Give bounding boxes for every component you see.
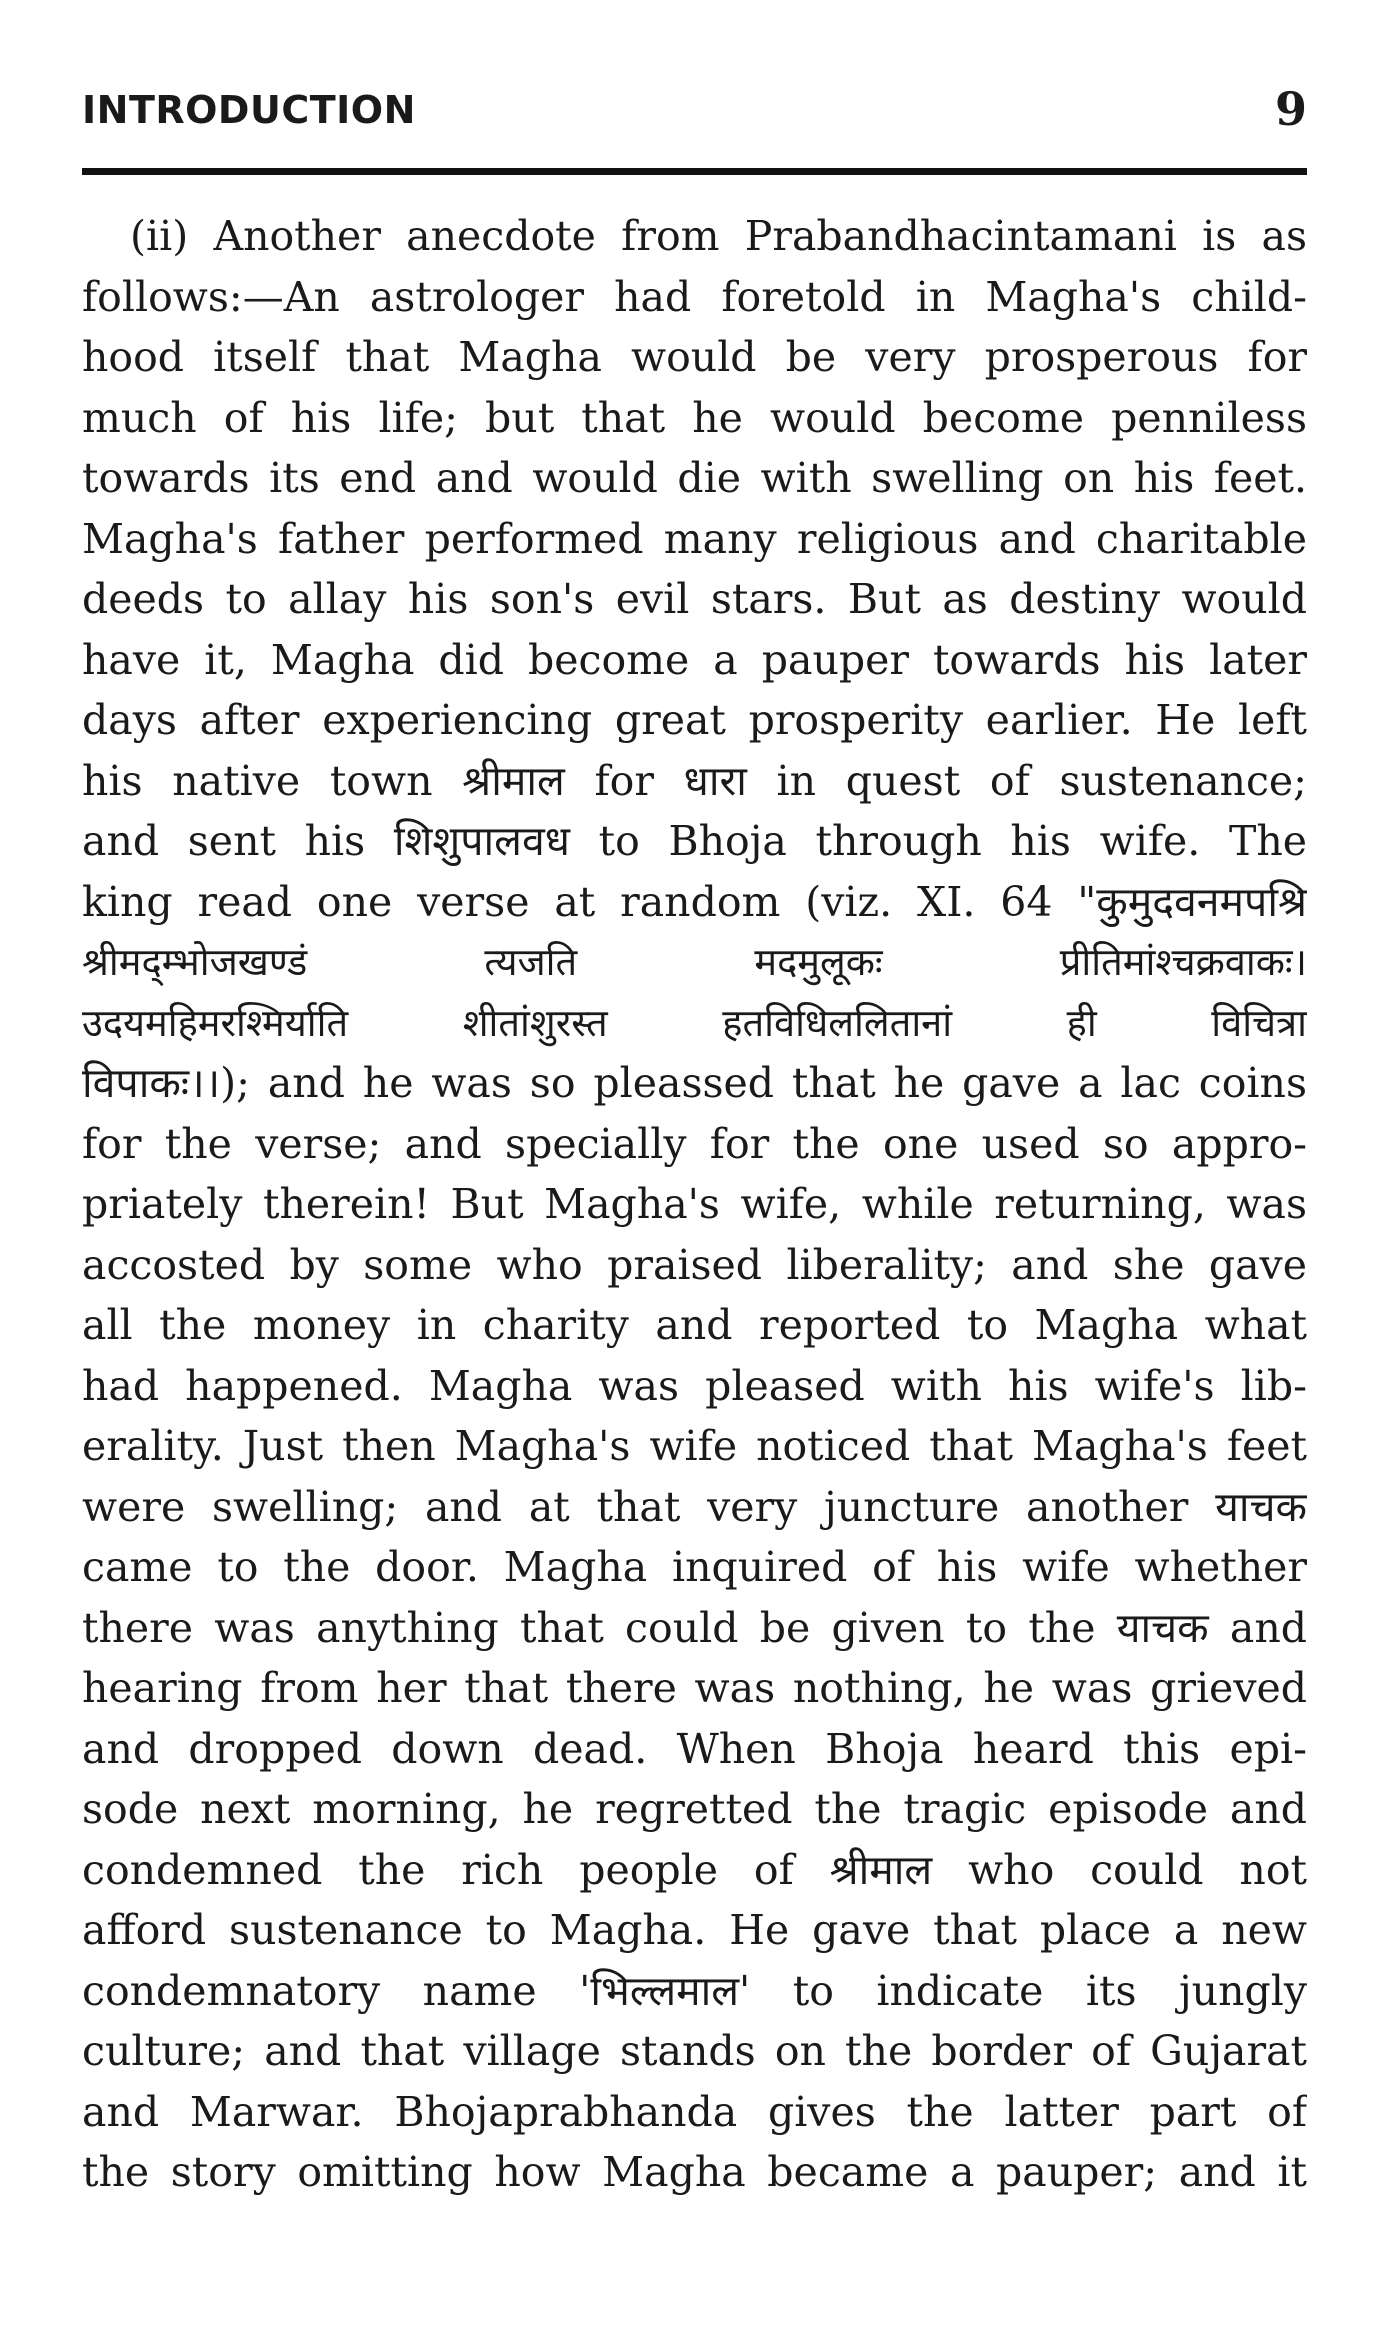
text-line: condemnatory name 'भिल्लमाल' to indicate its jungly [82, 1966, 1307, 2015]
text-line: came to the door. Magha inquired of his wife whether [82, 1543, 1307, 1591]
text-line: priately therein! But Magha's wife, while returning, was [82, 1180, 1307, 1228]
text-line: all the money in charity and reported to Magha what [82, 1301, 1307, 1349]
running-head [82, 82, 1307, 148]
sanskrit-verse-line: श्रीमद्म्भोजखण्डं त्यजति मदमुलूकः प्रीतिमांश्चक्रवाकः। [82, 940, 1307, 984]
text-line: his native town श्रीमाल for धारा in quest of sustenance; [82, 756, 1307, 805]
text-line: hearing from her that there was nothing, he was grieved [82, 1664, 1307, 1712]
text-line: afford sustenance to Magha. He gave that place a new [82, 1906, 1307, 1954]
sanskrit-verse-line: उदयमहिमरश्मिर्याति शीतांशुरस्त हतविधिललितानां ही विचित्रा [82, 1000, 1307, 1045]
text-line: culture; and that village stands on the border of Gujarat [82, 2027, 1307, 2075]
text-line: hood itself that Magha would be very prosperous for [82, 333, 1307, 381]
text-line: विपाकः।।); and he was so pleassed that he gave a lac coins [82, 1059, 1307, 1107]
text-line: sode next morning, he regretted the tragic episode and [82, 1785, 1307, 1833]
text-line: days after experiencing great prosperity earlier. He left [82, 696, 1307, 744]
text-line: (ii) Another anecdote from Prabandhacintamani is as [130, 212, 1307, 260]
text-line: condemned the rich people of श्रीमाल who could not [82, 1845, 1307, 1894]
text-line: and sent his शिशुपालवध to Bhoja through his wife. The [82, 817, 1307, 865]
page-number: 9 [1274, 82, 1307, 136]
text-line: much of his life; but that he would become penniless [82, 393, 1307, 442]
section-title: INTRODUCTION [82, 88, 416, 132]
text-line: have it, Magha did become a pauper towards his later [82, 635, 1307, 684]
text-line: king read one verse at random (viz. XI. 64 "कुमुदवनमपश्रि [82, 877, 1307, 926]
text-line: accosted by some who praised liberality; and she gave [82, 1240, 1307, 1289]
text-line: Magha's father performed many religious and charitable [82, 514, 1307, 563]
text-line: the story omitting how Magha became a pauper; and it [82, 2148, 1307, 2196]
header-rule [82, 168, 1307, 175]
text-line: towards its end and would die with swelling on his feet. [82, 454, 1307, 502]
text-line: erality. Just then Magha's wife noticed that Magha's feet [82, 1422, 1307, 1470]
text-line: and dropped down dead. When Bhoja heard this epi- [82, 1724, 1307, 1773]
text-line: there was anything that could be given to the याचक and [82, 1603, 1307, 1652]
body-paragraph [82, 206, 1307, 2203]
text-line: and Marwar. Bhojaprabhanda gives the latter part of [82, 2087, 1307, 2136]
text-line: deeds to allay his son's evil stars. But as destiny would [82, 575, 1307, 623]
text-line: for the verse; and specially for the one used so appro- [82, 1119, 1307, 1168]
text-line: had happened. Magha was pleased with his wife's lib- [82, 1361, 1307, 1410]
text-line: follows:—An astrologer had foretold in Magha's child- [82, 272, 1307, 321]
text-line: were swelling; and at that very juncture another याचक [82, 1482, 1307, 1531]
